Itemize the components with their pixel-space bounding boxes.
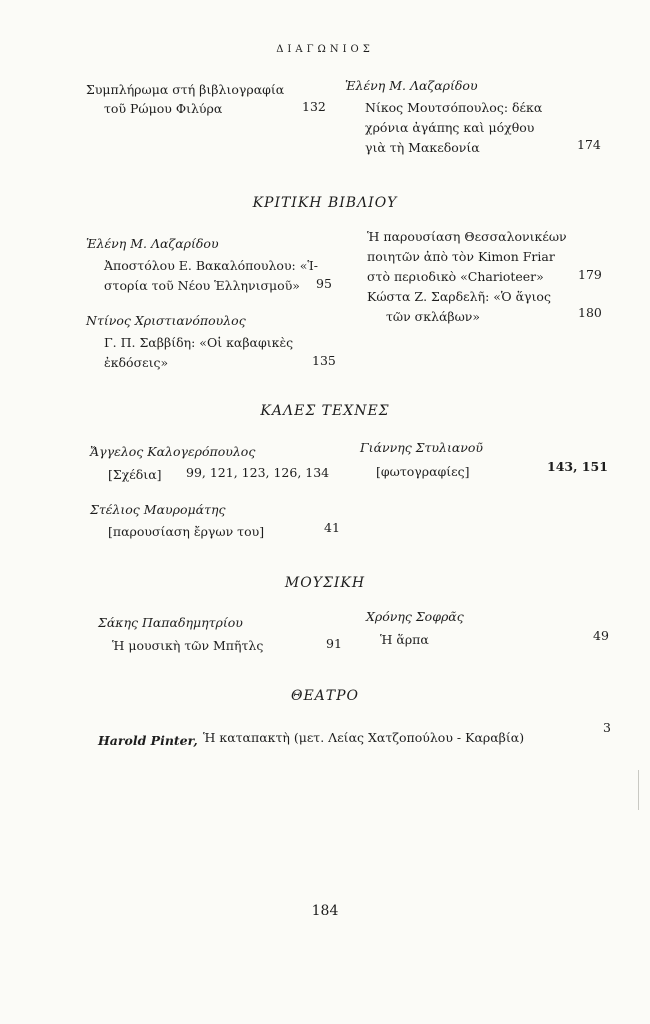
entry-line: Ἡ ἅρπα [380, 632, 429, 647]
entry-line: στὸ περιοδικὸ «Charioteer» [367, 269, 544, 284]
entry-line: χρόνια ἀγάπης καὶ μόχθου [365, 120, 535, 135]
entry-line: Συμπλήρωμα στή βιβλιογραφία [86, 82, 285, 97]
entry-line: τῶν σκλάβων» [386, 309, 481, 324]
section-title-kales-technes: ΚΑΛΕΣ ΤΕΧΝΕΣ [260, 403, 390, 419]
author-name: Ἄγγελος Καλογερόπουλος [90, 444, 256, 459]
entry-line: Κώστα Ζ. Σαρδελῆ: «Ὁ ἅγιος [367, 289, 551, 304]
entry-line: [Σχέδια] [108, 467, 162, 482]
author-name: Σάκης Παπαδημητρίου [98, 615, 243, 630]
entry-line: Νίκος Μουτσόπουλος: δέκα [365, 100, 543, 115]
author-name: Harold Pinter, [98, 733, 198, 748]
author-name: Ἑλένη Μ. Λαζαρίδου [86, 236, 219, 251]
entry-line: Ἡ παρουσίαση Θεσσαλονικέων [367, 229, 567, 244]
entry-line: ἐκδόσεις» [104, 355, 169, 370]
entry-line: Ἀποστόλου Ε. Βακαλόπουλου: «Ἱ- [104, 258, 319, 273]
entry-line: [φωτογραφίες] [376, 464, 470, 479]
entry-line: τοῦ Ρώμου Φιλύρα [104, 101, 223, 116]
section-title-theatro: ΘΕΑΤΡΟ [290, 688, 360, 704]
running-header: ΔΙΑΓΩΝΙΟΣ [276, 44, 374, 55]
page-ref: 179 [578, 267, 602, 282]
page-ref: 174 [577, 137, 601, 152]
entry-line: Ἡ καταπακτὴ (μετ. Λείας Χατζοπούλου - Καραβία) [203, 730, 525, 745]
entry-line: Ἡ μουσικὴ τῶν Μπῆτλς [112, 638, 264, 653]
page-number: 184 [311, 903, 339, 919]
section-title-kritiki: ΚΡΙΤΙΚΗ ΒΙΒΛΙΟΥ [252, 195, 398, 211]
page-ref: 143, 151 [547, 459, 608, 474]
entry-line: ποιητῶν ἀπὸ τὸν Kimon Friar [367, 249, 555, 264]
author-name: Γιάννης Στυλιανοῦ [360, 440, 484, 455]
author-name: Ντίνος Χριστιανόπουλος [86, 313, 246, 328]
author-name: Ἑλένη Μ. Λαζαρίδου [345, 78, 478, 93]
page-ref: 99, 121, 123, 126, 134 [186, 465, 330, 480]
page-ref: 3 [603, 720, 611, 735]
author-name: Χρόνης Σοφρᾶς [366, 609, 464, 624]
page-ref: 91 [326, 636, 342, 651]
page-ref: 95 [316, 276, 332, 291]
page-ref: 132 [302, 99, 326, 114]
section-title-mousiki: ΜΟΥΣΙΚΗ [284, 575, 366, 591]
entry-line: [παρουσίαση ἔργων του] [108, 524, 265, 539]
scan-edge-mark [638, 770, 639, 810]
page-ref: 41 [324, 520, 340, 535]
entry-line: στορία τοῦ Νέου Ἑλληνισμοῦ» [104, 278, 300, 293]
entry-line: γιὰ τὴ Μακεδονία [365, 140, 480, 155]
page-ref: 180 [578, 305, 602, 320]
author-name: Στέλιος Μαυρομάτης [90, 502, 226, 517]
entry-line: Γ. Π. Σαββίδη: «Οἱ καβαφικὲς [104, 335, 294, 350]
page-ref: 135 [312, 353, 336, 368]
page-ref: 49 [593, 628, 609, 643]
